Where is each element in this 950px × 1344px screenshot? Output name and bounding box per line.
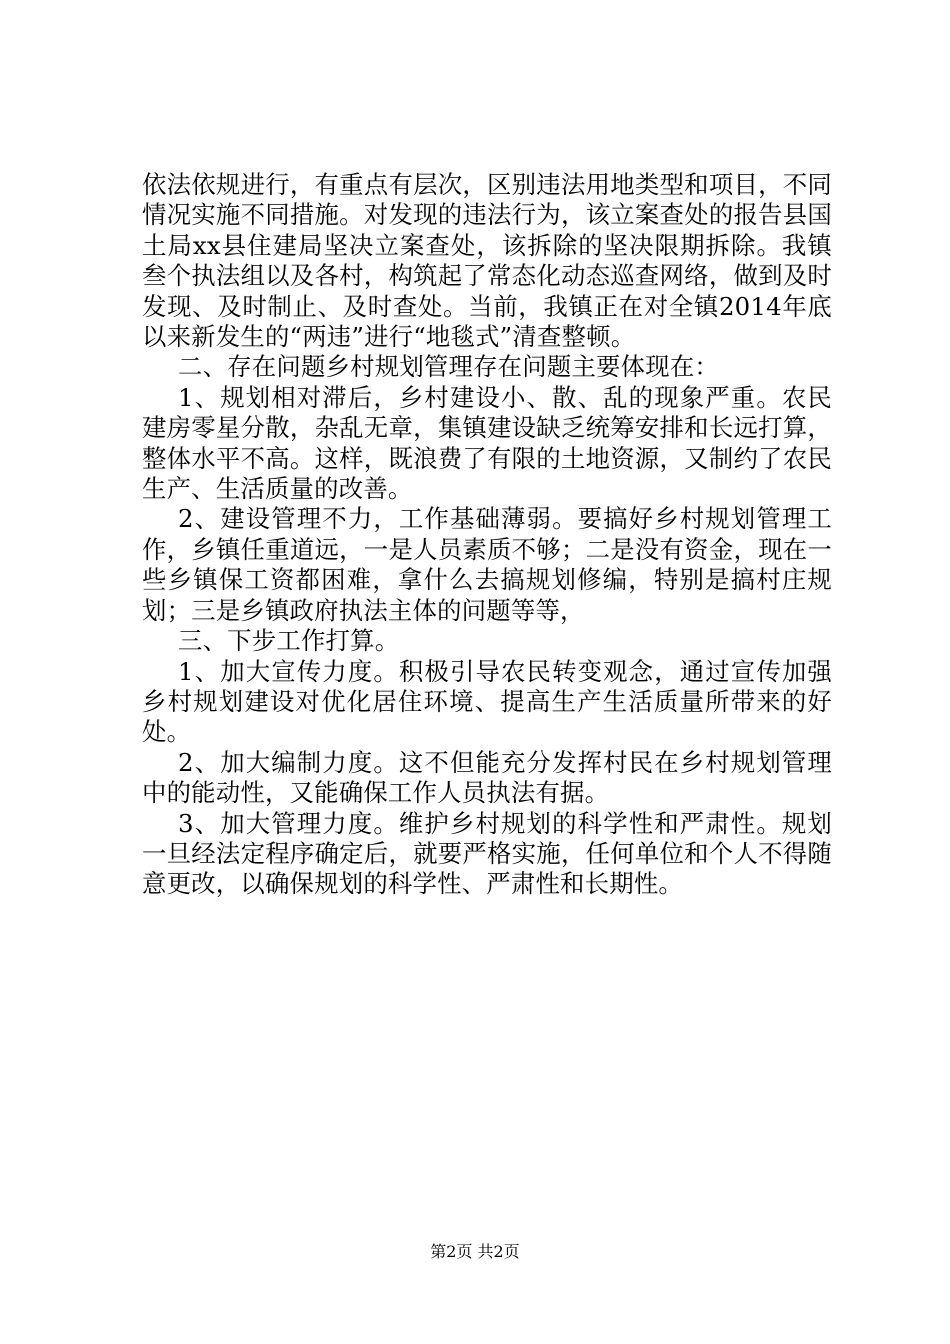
paragraph-step-2: 2、加大编制力度。这不但能充分发挥村民在乡村规划管理中的能动性，又能确保工作人员执法有据。	[142, 747, 832, 808]
section-heading-problems: 二、存在问题乡村规划管理存在问题主要体现在：	[178, 352, 719, 382]
paragraph-step-1: 1、加大宣传力度。积极引导农民转变观念，通过宣传加强乡村规划建设对优化居住环境、提高生产生活质量所带来的好处。	[142, 656, 832, 747]
paragraph-problem-2: 2、建设管理不力，工作基础薄弱。要搞好乡村规划管理工作，乡镇任重道远，一是人员素质不够；二是没有资金，现在一些乡镇保工资都困难，拿什么去搞规划修编，特别是搞村庄规划；三是乡镇政府执法主体的问题等等，	[142, 504, 832, 625]
page-number-label: 第2页 共2页	[430, 1242, 520, 1261]
section-heading-next-steps: 三、下步工作打算。	[178, 626, 400, 656]
paragraph-continuation: 依法依规进行，有重点有层次，区别违法用地类型和项目，不同情况实施不同措施。对发现的违法行为，该立案查处的报告县国土局xx县住建局坚决立案查处，该拆除的坚决限期拆除。我镇叁个执法组以及各村，构筑起了常态化动态巡查网络，做到及时发现、及时制止、及时查处。当前，我镇正在对全镇2014年底以来新发生的“两违”进行“地毯式”清查整顿。	[142, 170, 832, 352]
page-footer	[0, 1242, 950, 1262]
paragraph-step-3: 3、加大管理力度。维护乡村规划的科学性和严肃性。规划一旦经法定程序确定后，就要严格实施，任何单位和个人不得随意更改，以确保规划的科学性、严肃性和长期性。	[142, 808, 832, 899]
document-body	[142, 170, 832, 900]
paragraph-problem-1: 1、规划相对滞后，乡村建设小、散、乱的现象严重。农民建房零星分散，杂乱无章，集镇建设缺乏统筹安排和长远打算，整体水平不高。这样，既浪费了有限的土地资源，又制约了农民生产、生活质量的改善。	[142, 382, 832, 504]
